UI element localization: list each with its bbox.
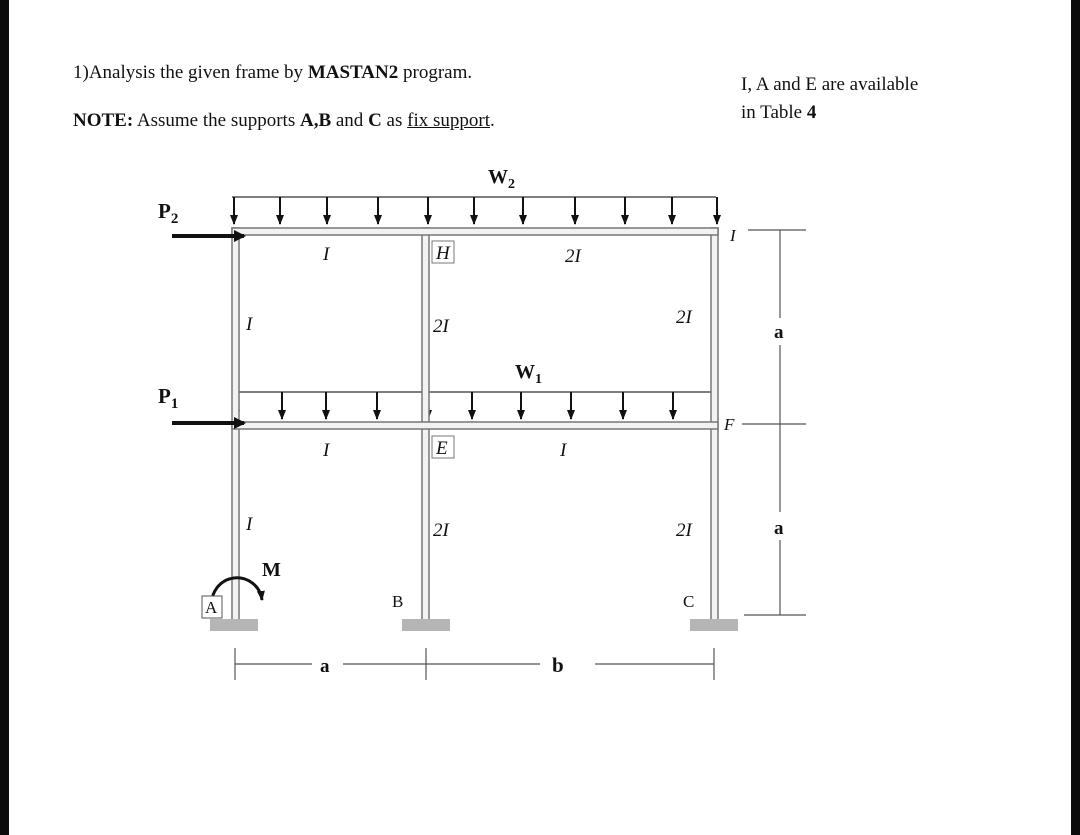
- dim-span-right: b: [552, 653, 564, 677]
- top-right-node-label: I: [730, 226, 736, 245]
- top-beam: [232, 228, 718, 235]
- horizontal-dimension: [235, 648, 714, 680]
- lower-middle-column-label: 2I: [433, 520, 449, 541]
- node-h-label: H: [436, 243, 450, 264]
- bottom-right-beam-label: I: [560, 440, 567, 461]
- w2-distributed-load: [232, 197, 717, 224]
- dim-height-lower: a: [774, 518, 784, 539]
- node-e-label: E: [436, 438, 448, 459]
- top-left-beam-label: I: [323, 244, 330, 265]
- node-b-label: B: [392, 592, 404, 611]
- bottom-left-beam-label: I: [323, 440, 330, 461]
- node-f-label: F: [724, 415, 735, 434]
- side-note-line2: in Table 4: [741, 102, 817, 123]
- p1-label: $P_1$: [158, 384, 179, 412]
- top-right-beam-label: 2I: [565, 246, 581, 267]
- upper-middle-column-label: 2I: [433, 316, 449, 337]
- question-line: 1)Analysis the given frame by MASTAN2 program.: [73, 62, 473, 83]
- dim-height-upper: a: [774, 322, 784, 343]
- support-c: [690, 619, 738, 631]
- lower-right-column-label: 2I: [676, 520, 692, 541]
- note-line: NOTE: Assume the supports A,B and C as fix support.: [73, 110, 495, 131]
- lower-left-column-label: I: [246, 514, 253, 535]
- support-b: [402, 619, 450, 631]
- upper-left-column-label: I: [246, 314, 253, 335]
- w1-label: $W_1$: [515, 361, 542, 387]
- p2-label: $P_2$: [158, 199, 179, 227]
- upper-right-column-label: 2I: [676, 307, 692, 328]
- w2-label: $W_2$: [488, 166, 515, 192]
- w1-distributed-load: [232, 392, 716, 419]
- middle-beam: [232, 422, 718, 429]
- support-a: [210, 619, 258, 631]
- moment-label: M: [262, 559, 281, 581]
- vertical-dimension: [742, 230, 806, 615]
- dim-span-left: a: [320, 656, 330, 677]
- node-a-label: A: [205, 598, 218, 617]
- node-c-label: C: [683, 592, 695, 611]
- side-note-line1: I, A and E are available: [741, 74, 919, 95]
